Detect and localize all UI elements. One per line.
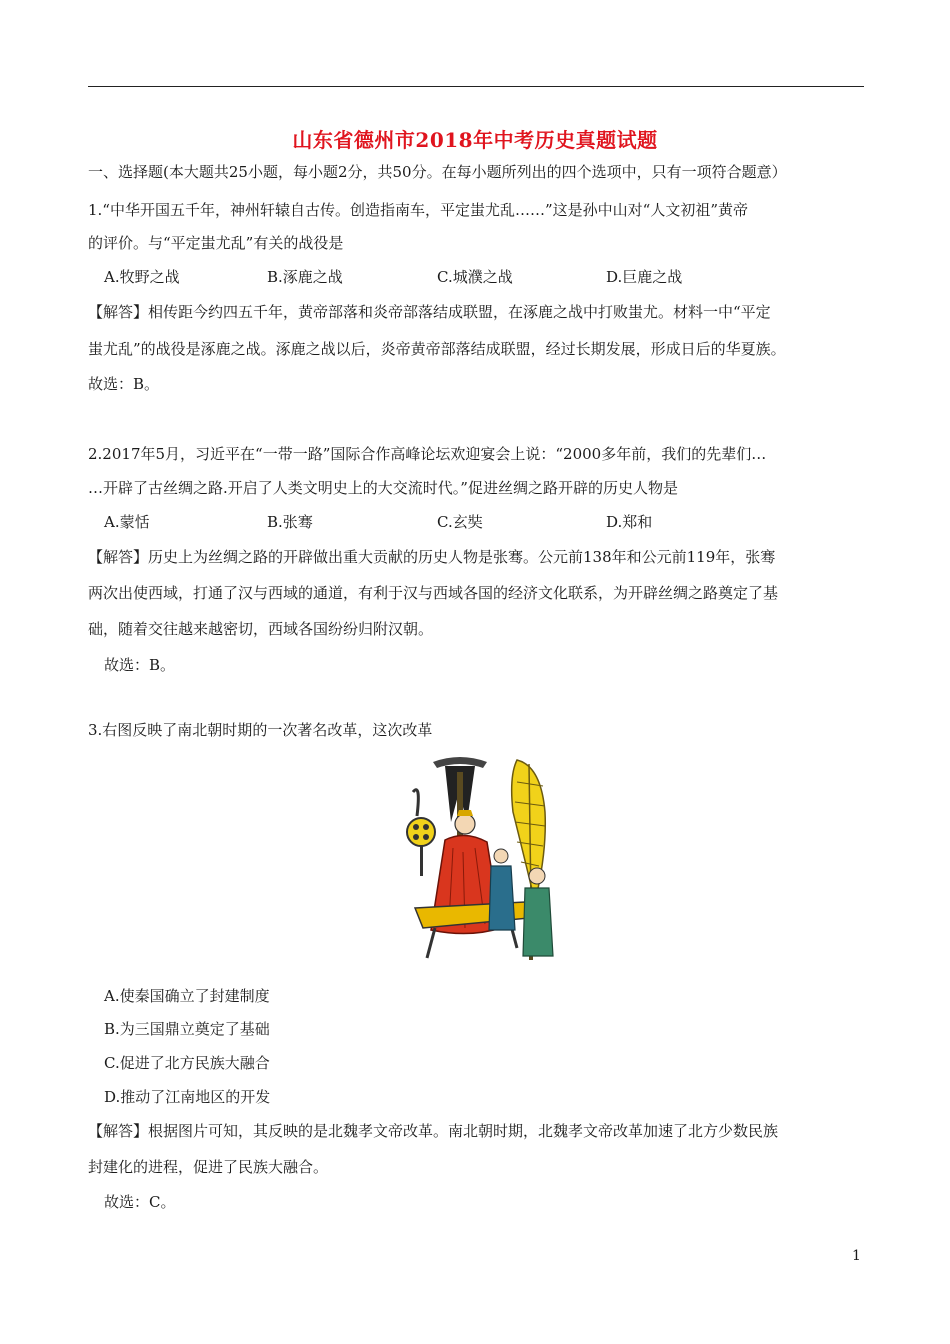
q1-option-a: A.牧野之战 xyxy=(104,268,180,286)
q3-option-a: A.使秦国确立了封建制度 xyxy=(104,987,270,1005)
q1-answer-line2: 蚩尤乱”的战役是涿鹿之战。涿鹿之战以后，炎帝黄帝部落结成联盟，经过长期发展，形成日后的华夏族。 xyxy=(88,340,786,358)
q2-stem-line2: …开辟了古丝绸之路.开启了人类文明史上的大交流时代。”促进丝绸之路开辟的历史人物是 xyxy=(88,479,678,497)
q3-choice: 故选：C。 xyxy=(104,1193,176,1211)
page-number: 1 xyxy=(852,1248,861,1264)
q2-option-d: D.郑和 xyxy=(606,513,653,531)
q1-stem-line1: 1.“中华开国五千年，神州轩辕自古传。创造指南车，平定蚩尤乱……”这是孙中山对“人文初祖”黄帝 xyxy=(88,201,748,219)
q3-answer-line1: 【解答】根据图片可知，其反映的是北魏孝文帝改革。南北朝时期，北魏孝文帝改革加速了北方少数民族 xyxy=(88,1122,779,1140)
q2-choice: 故选：B。 xyxy=(104,656,176,674)
q1-option-c: C.城濮之战 xyxy=(437,268,513,286)
xiaowen-reform-illustration xyxy=(405,752,565,966)
page-title: 山东省德州市2018年中考历史真题试题 xyxy=(292,128,658,152)
header-rule xyxy=(88,86,864,87)
q1-answer-line1: 【解答】相传距今约四五千年，黄帝部落和炎帝部落结成联盟，在涿鹿之战中打败蚩尤。材料一中“平定 xyxy=(88,303,771,321)
q1-stem-line2: 的评价。与“平定蚩尤乱”有关的战役是 xyxy=(88,234,344,252)
q3-stem-line1: 3.右图反映了南北朝时期的一次著名改革，这次改革 xyxy=(88,721,433,739)
q2-answer-line3: 础，随着交往越来越密切，西域各国纷纷归附汉朝。 xyxy=(88,620,434,638)
q3-option-d: D.推动了江南地区的开发 xyxy=(104,1088,271,1106)
q2-answer-line1: 【解答】历史上为丝绸之路的开辟做出重大贡献的历史人物是张骞。公元前138年和公元前119年，张骞 xyxy=(88,548,776,566)
q2-option-a: A.蒙恬 xyxy=(104,513,150,531)
section-heading: 一、选择题(本大题共25小题，每小题2分，共50分。在每小题所列出的四个选项中，只有一项符合题意） xyxy=(88,163,787,181)
q1-choice: 故选：B。 xyxy=(88,375,160,393)
q1-options xyxy=(104,267,784,287)
q1-option-b: B.涿鹿之战 xyxy=(267,268,343,286)
q2-answer-line2: 两次出使西域，打通了汉与西域的通道，有利于汉与西域各国的经济文化联系，为开辟丝绸之路奠定了基 xyxy=(88,584,779,602)
q3-option-c: C.促进了北方民族大融合 xyxy=(104,1054,270,1072)
q2-stem-line1: 2.2017年5月，习近平在“一带一路”国际合作高峰论坛欢迎宴会上说：“2000多年前，我们的先辈们… xyxy=(88,445,767,463)
q2-option-c: C.玄奘 xyxy=(437,513,483,531)
q1-option-d: D.巨鹿之战 xyxy=(606,268,683,286)
q3-option-b: B.为三国鼎立奠定了基础 xyxy=(104,1020,270,1038)
q3-answer-line2: 封建化的进程，促进了民族大融合。 xyxy=(88,1158,329,1176)
q2-options xyxy=(104,512,784,532)
q2-option-b: B.张骞 xyxy=(267,513,313,531)
